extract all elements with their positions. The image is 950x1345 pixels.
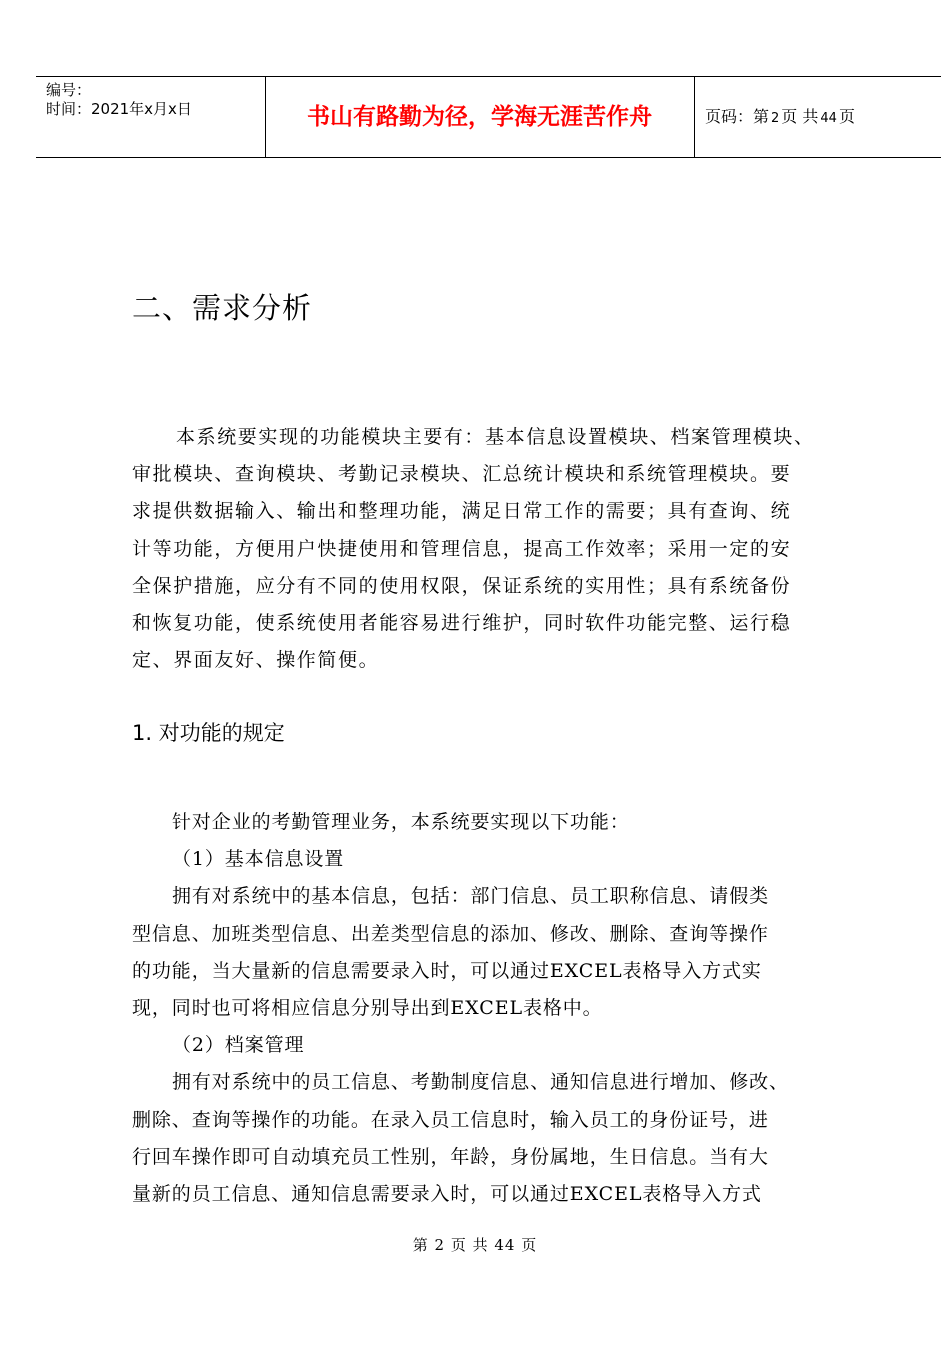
body-line: 现，同时也可将相应信息分别导出到EXCEL表格中。 — [132, 997, 603, 1020]
intro-line: 审批模块、查询模块、考勤记录模块、汇总统计模块和系统管理模块。要 — [132, 463, 792, 486]
page-current: 2 — [771, 111, 780, 126]
body-line: 拥有对系统中的员工信息、考勤制度信息、通知信息进行增加、修改、 — [172, 1071, 789, 1094]
body-line: 行回车操作即可自动填充员工性别，年龄，身份属地，生日信息。当有大 — [132, 1145, 769, 1168]
header-divider-2 — [694, 77, 695, 157]
section-title: 二、需求分析 — [132, 291, 313, 325]
time-label: 时间：2021年x月x日 — [46, 100, 192, 118]
body-line: （1）基本信息设置 — [172, 848, 345, 871]
body-line: 量新的员工信息、通知信息需要录入时，可以通过EXCEL表格导入方式 — [132, 1183, 762, 1206]
intro-line: 全保护措施，应分有不同的使用权限，保证系统的实用性；具有系统备份 — [132, 574, 792, 597]
body-line: （2）档案管理 — [172, 1034, 305, 1057]
header-page-info — [705, 77, 855, 157]
body-line: 型信息、加班类型信息、出差类型信息的添加、修改、删除、查询等操作 — [132, 922, 769, 945]
intro-line: 本系统要实现的功能模块主要有：基本信息设置模块、档案管理模块、 — [176, 426, 815, 448]
page-suffix: 页 — [838, 107, 855, 126]
number-label: 编号： — [46, 81, 92, 99]
body-line: 拥有对系统中的基本信息，包括：部门信息、员工职称信息、请假类 — [172, 885, 770, 908]
intro-line: 求提供数据输入、输出和整理功能，满足日常工作的需要；具有查询、统 — [132, 500, 792, 523]
page-prefix: 页码：第 — [705, 107, 770, 126]
body-line: 针对企业的考勤管理业务，本系统要实现以下功能： — [172, 811, 630, 833]
body-line: 删除、查询等操作的功能。在录入员工信息时，输入员工的身份证号，进 — [132, 1108, 769, 1131]
header-left-cell — [46, 81, 192, 119]
intro-line: 计等功能，方便用户快捷使用和管理信息，提高工作效率；采用一定的安 — [132, 537, 792, 560]
intro-line: 定、界面友好、操作简便。 — [132, 649, 380, 672]
body-line: 的功能，当大量新的信息需要录入时，可以通过EXCEL表格导入方式实 — [132, 959, 762, 982]
page-mid: 页 共 — [781, 107, 819, 126]
intro-paragraph — [132, 419, 815, 679]
header-motto: 书山有路勤为径，学海无涯苦作舟 — [307, 104, 652, 130]
intro-line: 和恢复功能，使系统使用者能容易进行维护，同时软件功能完整、运行稳 — [132, 612, 792, 635]
page-footer: 第 2 页 共 44 页 — [412, 1236, 538, 1254]
header-table — [36, 76, 941, 158]
subsection-title: 1. 对功能的规定 — [132, 721, 285, 745]
page-total: 44 — [820, 111, 837, 126]
body-paragraph — [132, 804, 789, 1213]
